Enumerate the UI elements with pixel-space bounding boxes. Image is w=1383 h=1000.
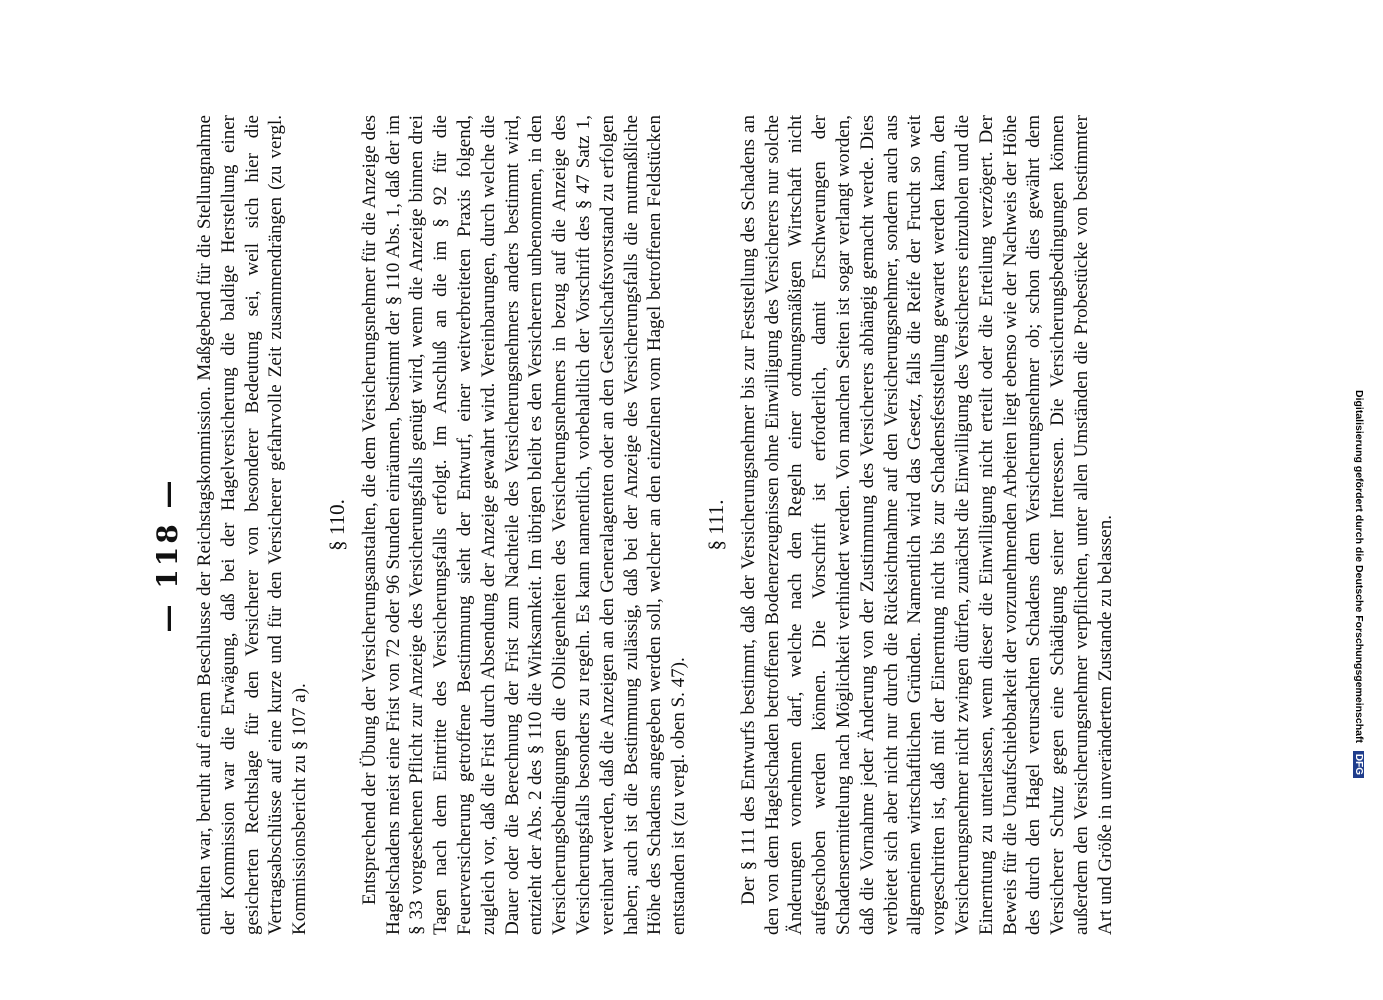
page-number-header: — 118 — bbox=[151, 477, 184, 633]
dfg-credit-line bbox=[1353, 390, 1365, 778]
section-111-paragraph: Der § 111 des Entwurfs bestimmt, daß der Versicherungsnehmer bis zur Feststellung des Schadens an den von dem Hagelschaden betroffenen Bodenerzeugnissen ohne Einwilligung des Versicherers nur solche Änderungen vornehmen darf, welche nach den Regeln einer ordnungsmäßigen Wirtschaft nicht aufgeschoben werden können. Die Vorschrift ist erforderlich, damit Erschwerungen der Schadensermittelung nach Möglichkeit verhindert werden. Von manchen Seiten ist sogar verlangt worden, daß die Vornahme jeder Änderung von der Zustimmung des Versicherers abhängig gemacht werde. Dies verbietet sich aber nicht nur durch die Rücksichtnahme auf den Versicherungsnehmer, sondern auch aus allgemeinen wirtschaftlichen Gründen. Namentlich wird das Gesetz, falls die Reife der Frucht so weit vorgeschritten ist, daß mit der Einerntung nicht bis zur Schadensfeststellung gewartet werden kann, den Versicherungsnehmer nicht zwingen dürfen, zunächst die Einwilligung des Versicherers einzuholen und die Einerntung zu unterlassen, wenn dieser die Einwilligung nicht erteilt oder die Erteilung verzögert. Der Beweis für die Unaufschiebbarkeit der vorzunehmenden Arbeiten liegt ebenso wie der Nachweis der Höhe des durch den Hagel verursachten Schadens dem Versicherungsnehmer ob; schon dies gewährt dem Versicherer Schutz gegen eine Schädigung seiner Interessen. Die Versicherungsbedingungen können außerdem den Versicherungsnehmer verpflichten, unter allen Umständen die Probestücke von bestimmter Art und Größe in unverändertem Zustande zu belassen. bbox=[737, 115, 1116, 935]
opening-paragraph: enthalten war, beruht auf einem Beschlusse der Reichstagskommission. Maßgebend für die Stellungnahme der Kommission war die Erwägung, daß bei der Hagelversicherung die baldige Herstellung einer gesicherten Rechtslage für den Versicherer von besonderer Bedeutung sei, weil sich hier die Vertragsabschlüsse auf eine kurze und für den Versicherer gefahrvolle Zeit zusammendrängen (zu vergl. Kommissionsbericht zu § 107 a). bbox=[194, 115, 311, 935]
section-110-heading: § 110. bbox=[324, 499, 349, 551]
dfg-credit-text: Digitalisierung gefördert durch die Deutsche Forschungsgemeinschaft bbox=[1353, 390, 1365, 743]
section-110-paragraph: Entsprechend der Übung der Versicherungsanstalten, die dem Versicherungsnehmer für die Anzeige des Hagelschadens meist eine Frist von 72 oder 96 Stunden einräumen, bestimmt der § 110 Abs. 1, daß der im § 33 vorgesehenen Pflicht zur Anzeige des Versicherungsfalls genügt wird, wenn die Anzeige binnen drei Tagen nach dem Eintritte des Versicherungsfalls erfolgt. Im Anschluß an die im § 92 für die Feuerversicherung getroffene Bestimmung sieht der Entwurf, einer weitverbreiteten Praxis folgend, zugleich vor, daß die Frist durch Absendung der Anzeige gewahrt wird. Vereinbarungen, durch welche die Dauer oder die Berechnung der Frist zum Nachteile des Versicherungsnehmers anders bestimmt wird, entzieht der Abs. 2 des § 110 die Wirksamkeit. Im übrigen bleibt es den Versicherern unbenommen, in den Versicherungsbedingungen die Obliegenheiten des Versicherungsnehmers in bezug auf die Anzeige des Versicherungsfalls besonders zu regeln. Es kann namentlich, vorbehaltlich der Vorschrift des § 47 Satz 1, vereinbart werden, daß die Anzeigen an den Generalagenten oder an den Gesellschaftsvorstand zu erfolgen haben; auch ist die Bestimmung zulässig, daß bei der Anzeige des Versicherungsfalls die mutmaßliche Höhe des Schadens angegeben werden soll, welcher an den einzelnen vom Hagel betroffenen Feldstücken entstanden ist (zu vergl. oben S. 47). bbox=[358, 115, 690, 935]
rotated-document-page bbox=[55, 115, 1195, 995]
page-body bbox=[193, 115, 1117, 935]
dfg-logo-icon: DFG bbox=[1353, 751, 1364, 778]
section-111-heading: § 111. bbox=[703, 499, 728, 551]
